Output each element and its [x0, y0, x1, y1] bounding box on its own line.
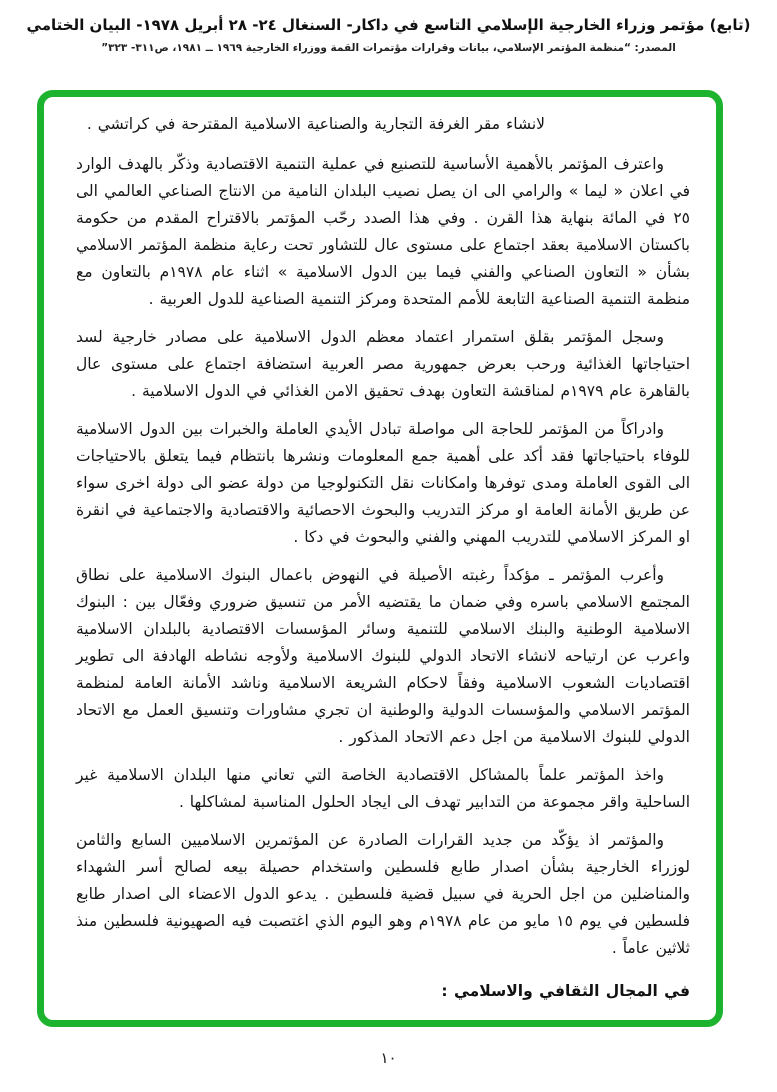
paragraph-solidarity-fund — [76, 1019, 690, 1027]
document-source-line: المصدر: “منظمة المؤتمر الإسلامي، بيانات وقرارات مؤتمرات القمة ووزراء الخارجية ١٩٦٩ ــ ١٩٨١، ص٣١١- ٣٢٣” — [101, 42, 676, 54]
paragraph-food-security: وسجل المؤتمر بقلق استمرار اعتماد معظم الدول الاسلامية على مصادر خارجية لسد احتياجاتها الغذائية ورحب بعرض جمهورية مصر العربية استضافة اجتماع على مستوى عال بالقاهرة عام ١٩٧٩م لمناقشة التعاون بهدف تحقيق الامن الغذائي في الدول الاسلامية . — [76, 328, 690, 400]
document-title: (تابع) مؤتمر وزراء الخارجية الإسلامي التاسع في داكار- السنغال ٢٤- ٢٨ أبريل ١٩٧٨- البيان الختامي — [26, 16, 751, 34]
paragraph-palestine-stamp: والمؤتمر اذ يؤكّد من جديد القرارات الصادرة عن المؤتمرين الاسلاميين السابع والثامن لوزراء الخارجية بشأن اصدار طابع فلسطين واستخدام حصيلة بيعه لصالح أسر الشهداء والمناضلين من اجل الحرية في سبيل قضية فلسطين . يدعو الدول الاعضاء الى اصدار طابع فلسطين في يوم ١٥ مايو من عام ١٩٧٨م وهو اليوم الذي اغتصبت فيه الصهيونية فلسطين منذ ثلاثين عاماً . — [76, 831, 691, 957]
content-border-box — [37, 90, 723, 1027]
paragraph-islamic-banks: وأعرب المؤتمر ـ مؤكداً رغبته الأصيلة في النهوض باعمال البنوك الاسلامية على نطاق المجتمع الاسلامي باسره وفي ضمان ما يقتضيه الأمر من تنسيق ضروري وفعّال بين : البنوك الاسلامية الوطنية والبنك الاسلامي للتنمية وسائر المؤسسات الاقتصادية بالبلدان الاسلامية واعرب عن ارتياحه لانشاء الاتحاد الدولي للبنوك الاسلامية ولأوجه نشاطه الهادفة الى تطوير اقتصاديات الشعوب الاسلامية وفقاً لاحكام الشريعة الاسلامية وناشد الأمانة العامة لمنظمة المؤتمر الاسلامي والمؤسسات الدولية والوطنية ان تجري مشاورات وتنسيق العمل مع الاتحاد الدولي للبنوك الاسلامية من اجل دعم الاتحاد المذكور . — [76, 566, 690, 746]
page-footer — [0, 1048, 777, 1067]
document-body — [44, 97, 716, 1027]
paragraph-continuation: لانشاء مقر الغرفة التجارية والصناعية الاسلامية المقترحة في كراتشي . — [86, 115, 545, 133]
paragraph-manpower-technology: وادراكاً من المؤتمر للحاجة الى مواصلة تبادل الأيدي العاملة والخبرات بين الدول الاسلامية للوفاء باحتياجاتها فقد أكد على أهمية جمع المعلومات ونشرها بانتظام فيما يتعلق بالاحتياجات الى القوى العاملة ومدى توفرها وامكانات نقل التكنولوجيا من دولة عضو الى دولة اخرى سواء عن طريق الأمانة العامة او مركز التدريب والبحوث الاحصائية والاقتصادية والاجتماعية في انقرة او المركز الاسلامي للتدريب المهني والفني والبحوث في دكا . — [76, 420, 690, 546]
document-header — [0, 16, 777, 54]
paragraph-landlocked-countries: واخذ المؤتمر علماً بالمشاكل الاقتصادية الخاصة التي تعاني منها البلدان الاسلامية غير الساحلية واقر مجموعة من التدابير تهدف الى ايجاد الحلول المناسبة لمشاكلها . — [76, 766, 690, 811]
section-heading-cultural-islamic: في المجال الثقافي والاسلامي : — [441, 982, 690, 1000]
page-number: ١٠ — [380, 1049, 397, 1067]
paragraph-industrialization: واعترف المؤتمر بالأهمية الأساسية للتصنيع في عملية التنمية الاقتصادية وذكّر بالهدف الوارد في اعلان « ليما » والرامي الى ان يصل نصيب البلدان النامية من الانتاج الصناعي العالمي الى ٢٥ في المائة بنهاية هذا القرن . وفي هذا الصدد رحّب المؤتمر بالاقتراح المقدم من حكومة باكستان الاسلامية بعقد اجتماع على مستوى عال للتشاور تحت رعاية منظمة المؤتمر الاسلامي بشأن « التعاون الصناعي والفني فيما بين الدول الاسلامية » اثناء عام ١٩٧٨م بالتعاون مع منظمة التنمية الصناعية التابعة للأمم المتحدة ومركز التنمية الصناعية للدول العربية . — [76, 155, 690, 308]
